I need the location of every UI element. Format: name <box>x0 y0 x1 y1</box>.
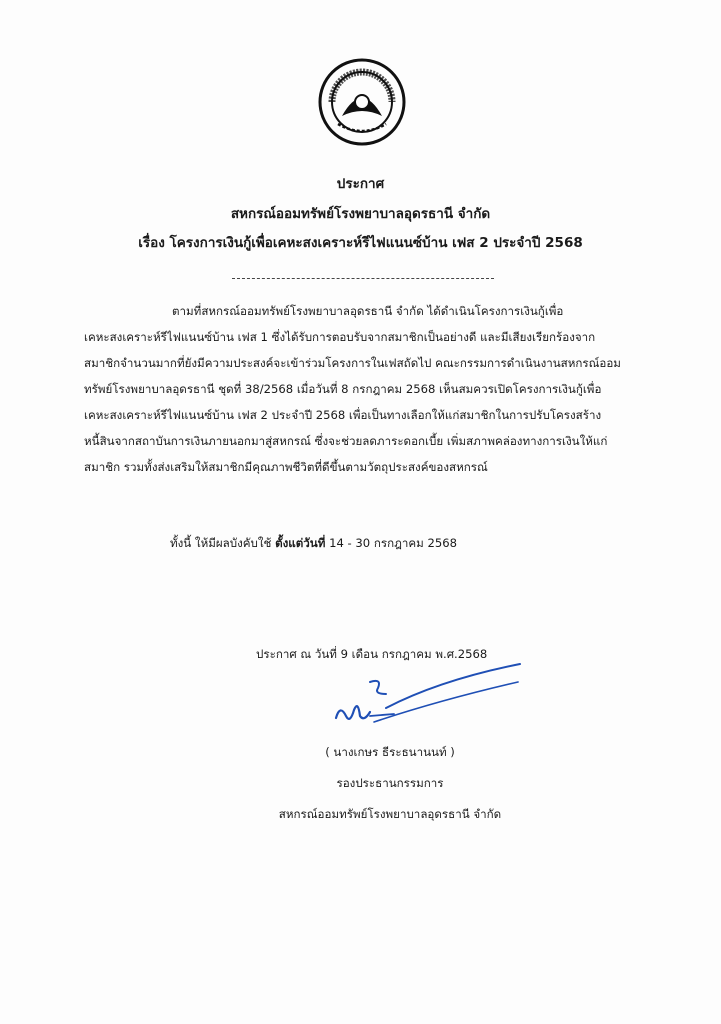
signatory-position: รองประธานกรรมการ <box>336 776 444 790</box>
body-line: สมาชิกจำนวนมากที่ยังมีความประสงค์จะเข้าร่วมโครงการในเฟสถัดไป คณะกรรมการดำเนินงานสหกรณ์ออม <box>84 356 621 370</box>
organization-heading: สหกรณ์ออมทรัพย์โรงพยาบาลอุดรธานี จำกัด <box>230 206 491 222</box>
signatory-name: ( นางเกษร ธีระธนานนท์ ) <box>325 745 455 759</box>
handwritten-signature <box>330 660 530 740</box>
effective-prefix: ทั้งนี้ ให้มีผลบังคับใช้ <box>170 536 276 550</box>
announcement-heading: ประกาศ <box>336 176 385 192</box>
effective-label: ตั้งแต่วันที่ <box>275 536 326 550</box>
announcement-body <box>84 298 644 480</box>
body-line: เคหะสงเคราะห์รีไฟแนนซ์บ้าน เฟส 2 ประจำปี 2568 เพื่อเป็นทางเลือกให้แก่สมาชิกในการปรับโครงสร้าง <box>84 408 602 422</box>
body-line: หนี้สินจากสถาบันการเงินภายนอกมาสู่สหกรณ์ ซึ่งจะช่วยลดภาระดอกเบี้ย เพิ่มสภาพคล่องทางการเงินให้แก่ <box>84 434 608 448</box>
body-line: สมาชิก รวมทั้งส่งเสริมให้สมาชิกมีคุณภาพชีวิตที่ดีขึ้นตามวัตถุประสงค์ของสหกรณ์ <box>84 460 488 474</box>
cooperative-seal-logo <box>318 58 406 146</box>
effective-date-line <box>170 535 457 553</box>
effective-dates: 14 - 30 กรกฎาคม 2568 <box>325 536 457 550</box>
dashed-divider <box>232 278 494 279</box>
body-line: ทรัพย์โรงพยาบาลอุดรธานี ชุดที่ 38/2568 เมื่อวันที่ 8 กรกฎาคม 2568 เห็นสมควรเปิดโครงการเงินกู้เพื่อ <box>84 382 602 396</box>
subject-heading: เรื่อง โครงการเงินกู้เพื่อเคหะสงเคราะห์รีไฟแนนซ์บ้าน เฟส 2 ประจำปี 2568 <box>138 235 583 251</box>
body-line: เคหะสงเคราะห์รีไฟแนนซ์บ้าน เฟส 1 ซึ่งได้รับการตอบรับจากสมาชิกเป็นอย่างดี และมีเสียงเรียกร้องจาก <box>84 330 596 344</box>
announcement-date: ประกาศ ณ วันที่ 9 เดือน กรกฎาคม พ.ศ.2568 <box>256 647 488 661</box>
signatory-organization: สหกรณ์ออมทรัพย์โรงพยาบาลอุดรธานี จำกัด <box>278 807 502 821</box>
body-line: ตามที่สหกรณ์ออมทรัพย์โรงพยาบาลอุดรธานี จำกัด ได้ดำเนินโครงการเงินกู้เพื่อ <box>172 304 564 318</box>
